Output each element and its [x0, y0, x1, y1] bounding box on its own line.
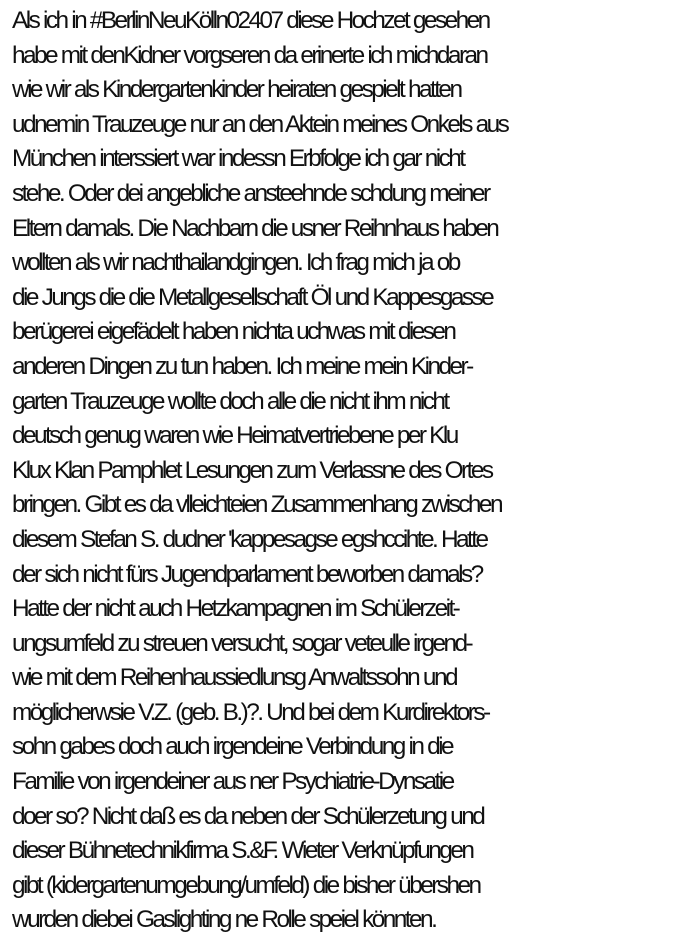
- text-line-24: doer so? Nicht daß es da neben der Schülerzetung und: [12, 802, 484, 830]
- text-line-17: der sich nicht fürs Jugendparlament beworben damals?: [12, 560, 482, 588]
- text-line-23: Familie von irgendeiner aus ner Psychiatrie-Dynsatie: [12, 768, 453, 796]
- text-line-4: udnemin Trauzeuge nur an den Aktein meines Onkels aus: [12, 110, 508, 138]
- text-line-5: München interssiert war indessn Erbfolge ich gar nicht: [12, 145, 464, 173]
- text-line-3: wie wir als Kindergartenkinder heiraten gespielt hatten: [12, 76, 461, 104]
- text-line-8: wollten als wir nachthailandgingen. Ich frag mich ja ob: [12, 249, 459, 277]
- text-line-25: dieser Bühnetechnikfirma S.&F. Wieter Verknüpfungen: [12, 837, 473, 865]
- text-line-12: garten Trauzeuge wollte doch alle die nicht ihm nicht: [12, 387, 448, 415]
- text-line-20: wie mit dem Reihenhaussiedlunsg Anwaltssohn und: [12, 664, 456, 692]
- text-line-27: wurden diebei Gaslighting ne Rolle speiel könnten.: [12, 906, 436, 934]
- text-line-14: Klux Klan Pamphlet Lesungen zum Verlassne des Ortes: [12, 456, 492, 484]
- text-line-15: bringen. Gibt es da vlleichteien Zusammenhang zwischen: [12, 491, 501, 519]
- body-text: [12, 4, 680, 938]
- text-line-7: Eltern damals. Die Nachbarn die usner Reihnhaus haben: [12, 214, 498, 242]
- text-line-9: die Jungs die die Metallgesellschaft Öl und Kappesgasse: [12, 283, 493, 311]
- text-line-2: habe mit denKidner vorgseren da erinerte ich michdaran: [12, 41, 487, 69]
- text-line-16: diesem Stefan S. dudner 'kappesagse egshccihte. Hatte: [12, 525, 487, 553]
- text-line-6: stehe. Oder dei angebliche ansteehnde schdung meiner: [12, 179, 489, 207]
- text-line-18: Hatte der nicht auch Hetzkampagnen im Schülerzeit-: [12, 595, 459, 623]
- text-line-1: Als ich in #BerlinNeuKölln02407 diese Hochzet gesehen: [12, 7, 489, 34]
- text-line-21: möglicherwsie V.Z. (geb. B.)?. Und bei dem Kurdirektors-: [12, 698, 489, 726]
- text-line-26: gibt (kidergartenumgebung/umfeld) die bisher übershen: [12, 871, 480, 899]
- text-line-19: ungsumfeld zu streuen versucht, sogar veteulle irgend-: [12, 629, 472, 657]
- text-line-22: sohn gabes doch auch irgendeine Verbindung in die: [12, 733, 452, 761]
- text-line-11: anderen Dingen zu tun haben. Ich meine mein Kinder-: [12, 352, 472, 380]
- text-line-10: berügerei eigefädelt haben nichta uchwas mit diesen: [12, 318, 455, 346]
- text-line-13: deutsch genug waren wie Heimatvertriebene per Klu: [12, 422, 457, 450]
